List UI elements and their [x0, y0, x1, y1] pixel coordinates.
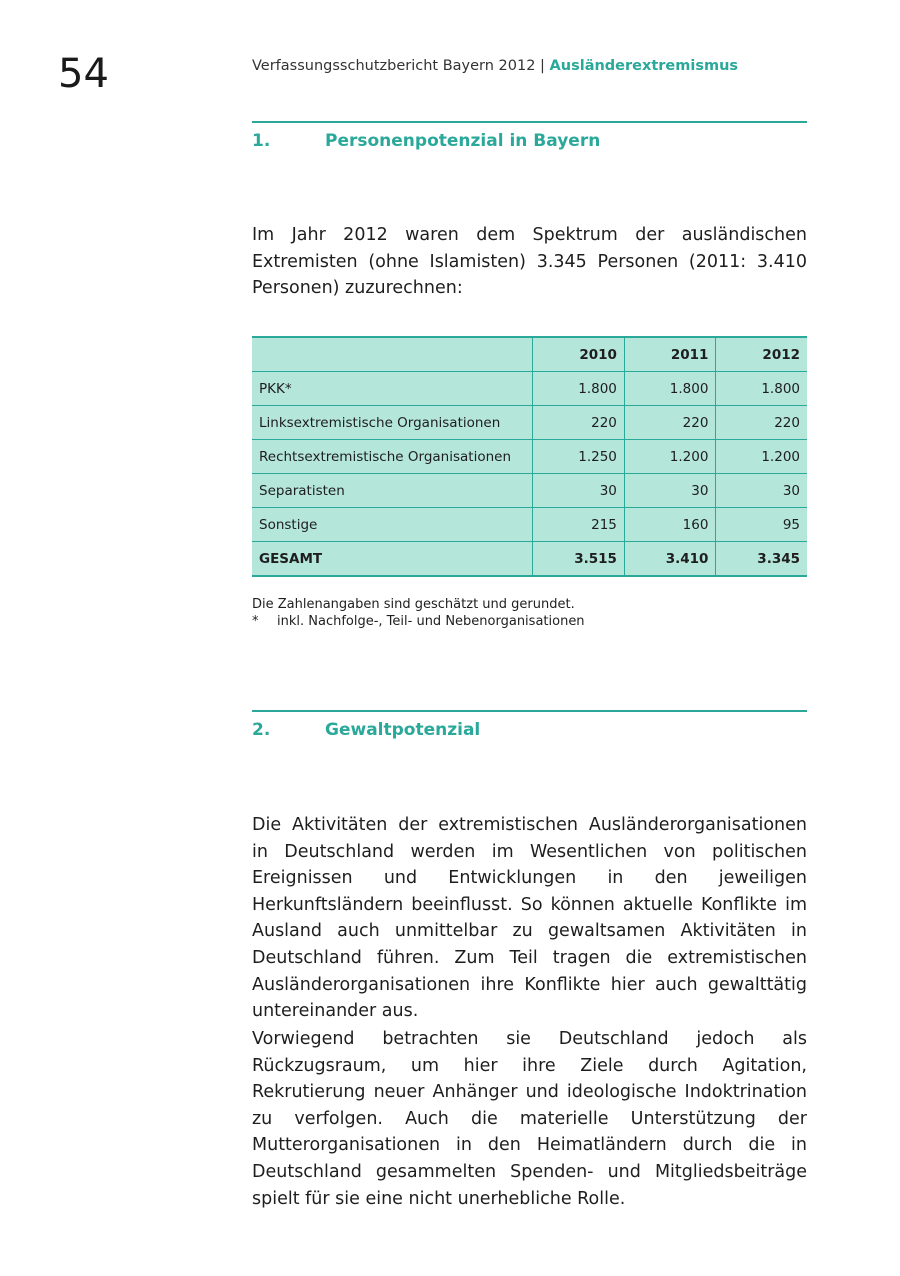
table-cell: 3.515: [533, 542, 625, 577]
table-cell: 3.410: [624, 542, 716, 577]
table-notes: [252, 596, 585, 630]
header-separator: |: [540, 58, 545, 74]
table-cell: 30: [716, 474, 807, 508]
table-row: [252, 440, 807, 474]
header-title: Verfassungsschutzbericht Bayern 2012: [252, 58, 536, 74]
table-row: [252, 508, 807, 542]
table-header-cell: 2010: [533, 337, 625, 372]
body-paragraph: Vorwiegend betrachten sie Deutschland jedoch als Rückzugsraum, um hier ihre Ziele durch Agitation, Rekrutierung neuer Anhänger und ideologische Indoktrination zu verfolgen. Auch die materielle Unterstützung der Mutterorganisationen in den Heimatländern durch die in Deutschland gesammelten Spenden- und Mitgliedsbeiträge spielt für sie eine nicht unerhebliche Rolle.: [252, 1029, 807, 1209]
section-number: 2.: [252, 720, 271, 740]
table-header-cell: 2011: [624, 337, 716, 372]
header-chapter: Ausländerextremismus: [549, 58, 739, 74]
page-number: 54: [58, 51, 109, 97]
section-heading-1: [252, 121, 807, 151]
row-label: PKK*: [252, 372, 533, 406]
table-cell: 95: [716, 508, 807, 542]
table-cell: 220: [624, 406, 716, 440]
table-cell: 1.200: [624, 440, 716, 474]
table-cell: 220: [716, 406, 807, 440]
table-cell: 220: [533, 406, 625, 440]
table-cell: 1.200: [716, 440, 807, 474]
row-label: Rechtsextremistische Organisationen: [252, 440, 533, 474]
table-row: [252, 474, 807, 508]
table-header-row: [252, 337, 807, 372]
running-header: [252, 57, 738, 75]
table-cell: 1.250: [533, 440, 625, 474]
table-row: [252, 372, 807, 406]
table-total-row: [252, 542, 807, 577]
intro-paragraph: Im Jahr 2012 waren dem Spektrum der ausländischen Extremisten (ohne Islamisten) 3.345 Personen (2011: 3.410 Personen) zuzurechnen:: [252, 225, 807, 299]
section-title: Gewaltpotenzial: [325, 720, 481, 740]
section-title: Personenpotenzial in Bayern: [325, 131, 601, 151]
table-cell: 1.800: [716, 372, 807, 406]
table-footnote: [252, 613, 585, 630]
row-label: GESAMT: [252, 542, 533, 577]
footnote-mark: *: [252, 614, 259, 629]
row-label: Separatisten: [252, 474, 533, 508]
section-number: 1.: [252, 131, 271, 151]
footnote-text: inkl. Nachfolge-, Teil- und Nebenorganisationen: [277, 614, 585, 629]
body-paragraph: Die Aktivitäten der extremistischen Ausländerorganisationen in Deutschland werden im Wesentlichen von politischen Ereignissen und Entwicklungen in den jeweiligen Herkunftsländern beeinflusst. So können aktuelle Konflikte im Ausland auch unmittelbar zu gewaltsamen Aktivitäten in Deutschland führen. Zum Teil tragen die extremistischen Ausländerorganisationen ihre Konflikte hier auch gewalttätig untereinander aus.: [252, 815, 807, 1022]
table-header-cell: 2012: [716, 337, 807, 372]
table-note: Die Zahlenangaben sind geschätzt und gerundet.: [252, 597, 575, 612]
row-label: Linksextremistische Organisationen: [252, 406, 533, 440]
table-cell: 1.800: [624, 372, 716, 406]
table-cell: 215: [533, 508, 625, 542]
row-label: Sonstige: [252, 508, 533, 542]
table-cell: 1.800: [533, 372, 625, 406]
table-cell: 160: [624, 508, 716, 542]
section-heading-2: [252, 710, 807, 740]
table-cell: 30: [624, 474, 716, 508]
table-cell: 3.345: [716, 542, 807, 577]
table-header-cell: [252, 337, 533, 372]
table-cell: 30: [533, 474, 625, 508]
table-row: [252, 406, 807, 440]
statistics-table: [252, 336, 807, 577]
